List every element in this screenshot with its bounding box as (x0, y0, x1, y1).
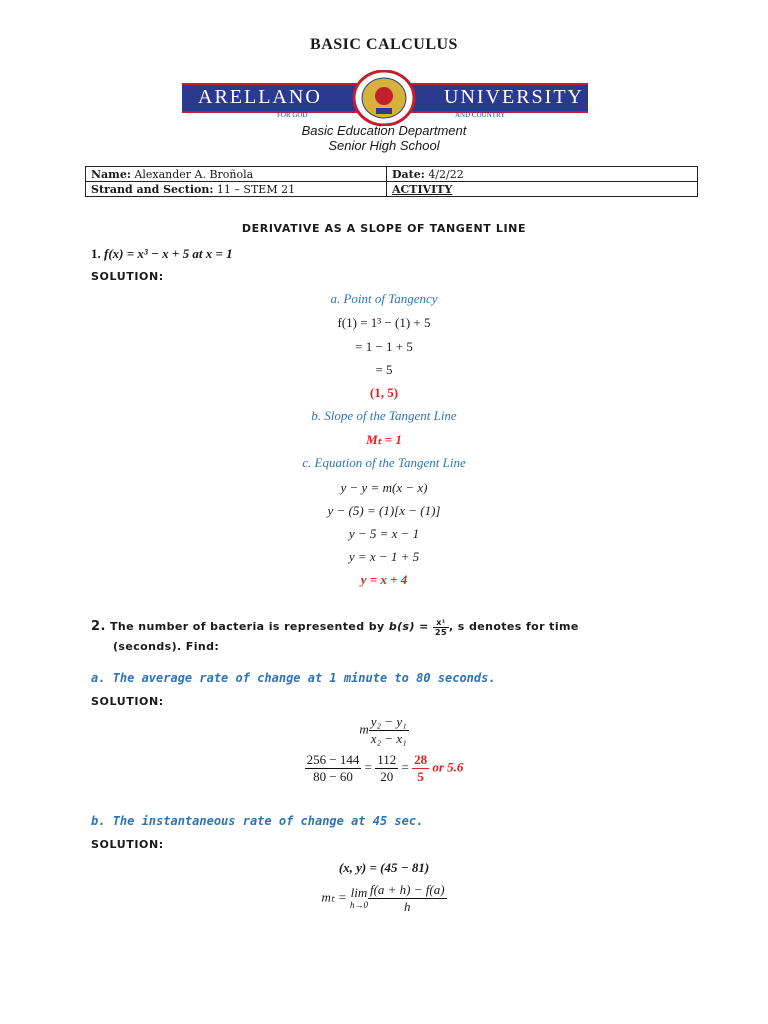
problem1-part-c-step: y − (5) = (1)[x − (1)] (327, 503, 441, 518)
problem2-text-line2: (seconds). Find: (113, 640, 220, 653)
problem1-part-a-step: = 5 (375, 362, 393, 377)
department-name: Basic Education Department (301, 123, 467, 138)
name-value: Alexander A. Broñola (134, 167, 254, 181)
problem1-part-c-title: c. Equation of the Tangent Line (302, 455, 466, 470)
problem2-text-end: , s denotes for time (448, 620, 579, 633)
problem1-part-a-title: a. Point of Tangency (330, 291, 438, 306)
logo-motto-right: AND COUNTRY (455, 111, 506, 119)
logo-left-word: ARELLANO (198, 86, 322, 108)
mt-label: mₜ = (321, 889, 350, 905)
problem2-function-name: b(s) = (388, 620, 429, 633)
problem2-solution-label: SOLUTION: (91, 695, 164, 708)
lim-subscript: h→0 (349, 899, 368, 910)
date-label: Date: (392, 167, 425, 181)
date-cell (387, 167, 698, 182)
problem1-part-b-answer: Mₜ = 1 (366, 432, 402, 447)
activity-label: ACTIVITY (392, 182, 453, 196)
calc-fraction-1 (305, 752, 362, 785)
slope-numerator: y₂ − y₁ (370, 714, 407, 729)
problem1-part-c-step: y − y = m(x − x) (340, 480, 428, 495)
limit-fraction (368, 882, 447, 915)
section-heading: DERIVATIVE AS A SLOPE OF TANGENT LINE (241, 222, 527, 235)
answer-numerator: 28 (414, 752, 428, 767)
university-seal-icon (336, 70, 432, 126)
limit-operator (349, 884, 368, 911)
strand-cell (86, 182, 387, 197)
problem1-part-a-step: = 1 − 1 + 5 (355, 339, 413, 354)
answer-denominator: 5 (417, 769, 424, 784)
calc-denominator-2: 20 (380, 769, 394, 784)
point-coordinates: (x, y) = (45 − 81) (338, 860, 430, 875)
activity-cell (387, 182, 698, 197)
logo-right-word: UNIVERSITY (444, 86, 584, 108)
problem2-number: 2. (91, 619, 106, 634)
limit-denominator: h (404, 899, 411, 914)
calc-numerator-2: 112 (377, 752, 397, 767)
name-label: Name: (91, 167, 131, 181)
fraction-numerator: x¹ (433, 618, 449, 628)
problem2-part-a-title: a. The average rate of change at 1 minute to 80 seconds. (91, 671, 496, 685)
name-cell (86, 167, 387, 182)
problem1-part-c-answer: y = x + 4 (360, 572, 408, 587)
date-value: 4/2/22 (428, 167, 464, 181)
calc-numerator-1: 256 − 144 (306, 752, 360, 767)
strand-label: Strand and Section: (91, 182, 214, 196)
slope-m: m (359, 721, 369, 737)
problem2-function-fraction (433, 618, 449, 637)
department-header (0, 123, 768, 153)
limit-definition (0, 882, 768, 915)
problem2-part-b-title: b. The instantaneous rate of change at 45 sec. (91, 814, 424, 828)
problem1-part-b-title: b. Slope of the Tangent Line (311, 408, 457, 423)
school-name: Senior High School (328, 138, 440, 153)
calc-denominator-1: 80 − 60 (313, 769, 353, 784)
problem1-part-c-step: y = x − 1 + 5 (348, 549, 420, 564)
problem1-statement (91, 246, 233, 262)
problem1-function: f(x) = x³ − x + 5 at x = 1 (104, 246, 233, 261)
fraction-denominator: 25 (435, 627, 447, 637)
document-title: BASIC CALCULUS (310, 36, 458, 53)
answer-alternate: or 5.6 (432, 759, 464, 775)
slope-calculation: $\frac{256 - 144}{80 - 60}$ = $\frac{112}{20}$ = $\frac{28}{5}$ or 5.6 (306, 752, 464, 784)
problem2-solution-label-b: SOLUTION: (91, 838, 164, 851)
lim-text: lim (350, 884, 368, 900)
problem1-number: 1. (91, 246, 101, 261)
slope-fraction (369, 714, 409, 747)
student-info-table (85, 166, 698, 197)
problem1-part-c-step: y − 5 = x − 1 (348, 526, 420, 541)
calc-fraction-2 (375, 752, 398, 785)
problem2-statement (91, 617, 691, 657)
logo-motto-left: FOR GOD (277, 111, 308, 119)
answer-fraction (412, 752, 429, 785)
problem1-part-a-step: f(1) = 1³ − (1) + 5 (337, 315, 431, 330)
problem1-part-a-answer: (1, 5) (369, 385, 399, 400)
problem1-solution-label: SOLUTION: (91, 270, 164, 283)
limit-numerator: f(a + h) − f(a) (369, 882, 445, 897)
problem2-text-start: The number of bacteria is represented by (110, 620, 389, 633)
slope-denominator: x₂ − x₁ (370, 731, 407, 746)
strand-value: 11 – STEM 21 (216, 182, 296, 196)
slope-formula (0, 714, 768, 747)
